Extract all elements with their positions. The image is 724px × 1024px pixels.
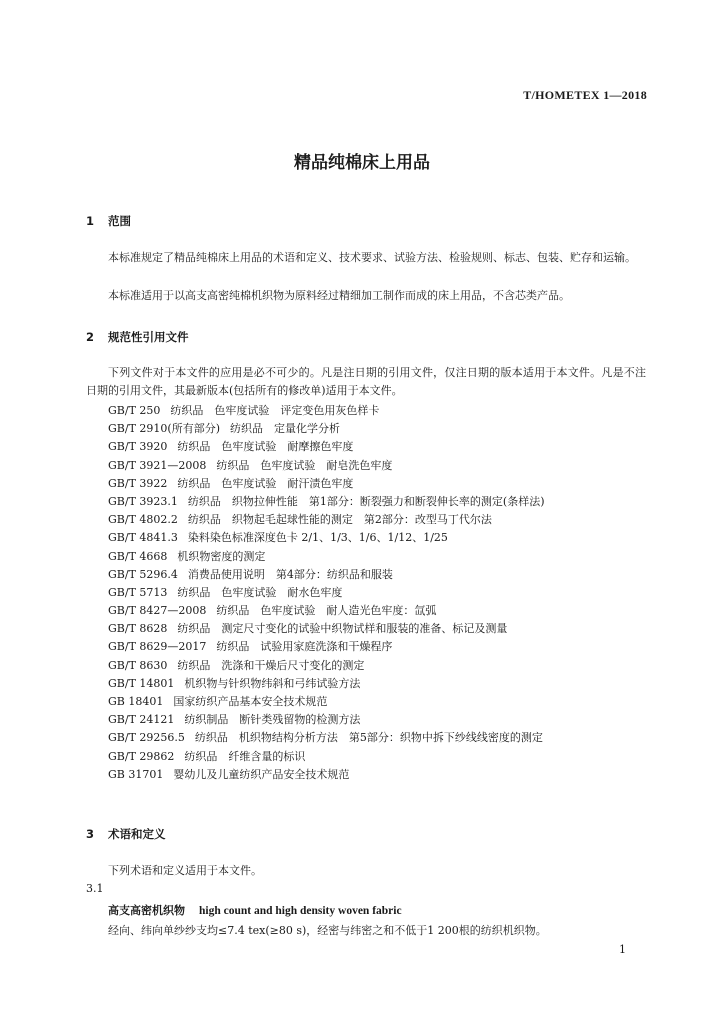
reference-item (108, 693, 545, 711)
section-3-intro: 下列术语和定义适用于本文件。 (108, 864, 262, 877)
section-3-title: 术语和定义 (108, 827, 166, 841)
reference-code: GB/T 3921—2008 (108, 458, 207, 472)
section-1-paragraph-2: 本标准适用于以高支高密纯棉机织物为原料经过精细加工制作而成的床上用品，不含芯类产品。 (108, 289, 570, 302)
reference-code: GB/T 3920 (108, 440, 168, 454)
term-definition: 经向、纬向单纱纱支均≤7.4 tex(≥80 s)，经密与纬密之和不低于1 200根的纺织机织物。 (108, 924, 547, 937)
reference-title: 纺织品 色牢度试验 评定变色用灰色样卡 (170, 404, 380, 417)
reference-item (108, 657, 545, 675)
reference-title: 机织物与针织物纬斜和弓纬试验方法 (184, 676, 361, 690)
term-chinese: 高支高密机织物 (108, 904, 185, 917)
reference-title: 纺织品 色牢度试验 耐皂洗色牢度 (216, 458, 393, 472)
reference-code: GB/T 3922 (108, 476, 168, 490)
reference-item (108, 602, 545, 620)
reference-code: GB 18401 (108, 695, 164, 708)
term-english: high count and high density woven fabric (199, 905, 402, 917)
reference-title: 纺织品 色牢度试验 耐汗渍色牢度 (177, 476, 354, 490)
reference-item (108, 475, 545, 493)
section-1-heading (86, 213, 131, 229)
reference-item (108, 420, 545, 438)
reference-title: 纺织品 色牢度试验 耐人造光色牢度：氙弧 (216, 604, 437, 618)
reference-code: GB/T 29256.5 (108, 731, 185, 745)
reference-code: GB/T 29862 (108, 749, 175, 763)
reference-code: GB/T 5713 (108, 585, 168, 599)
reference-code: GB 31701 (108, 767, 164, 781)
reference-item (108, 748, 545, 766)
reference-title: 纺织品 织物起毛起球性能的测定 第2部分：改型马丁代尔法 (187, 513, 492, 527)
reference-title: 国家纺织产品基本安全技术规范 (173, 695, 328, 708)
reference-title: 纺织品 定量化学分析 (230, 422, 340, 436)
section-2-heading (86, 329, 189, 345)
reference-code: GB/T 8629—2017 (108, 640, 207, 654)
reference-title: 纺织品 机织物结构分析方法 第5部分：织物中拆下纱线线密度的测定 (194, 731, 543, 745)
reference-title: 纺织制品 断针类残留物的检测方法 (184, 713, 361, 727)
reference-item (108, 529, 545, 547)
reference-code: GB/T 4668 (108, 549, 168, 563)
reference-item (108, 457, 545, 475)
section-1-number: 1 (86, 214, 95, 228)
reference-title: 婴幼儿及儿童纺织产品安全技术规范 (173, 767, 350, 781)
section-3-number: 3 (86, 827, 95, 841)
reference-title: 纺织品 色牢度试验 耐摩擦色牢度 (177, 440, 354, 454)
reference-title: 机织物密度的测定 (177, 549, 266, 563)
reference-code: GB/T 8630 (108, 658, 168, 672)
reference-item (108, 620, 545, 638)
reference-code: GB/T 5296.4 (108, 567, 178, 581)
section-2-number: 2 (86, 330, 95, 344)
reference-code: GB/T 24121 (108, 713, 175, 727)
reference-title: 消费品使用说明 第4部分：纺织品和服装 (187, 567, 393, 581)
term-heading (108, 902, 402, 918)
reference-title: 染料染色标准深度色卡 2/1、1/3、1/6、1/12、1/25 (187, 531, 448, 545)
normative-references-list (108, 402, 545, 784)
reference-code: GB/T 8628 (108, 622, 168, 636)
section-2-title: 规范性引用文件 (108, 330, 189, 344)
reference-item (108, 438, 545, 456)
reference-title: 纺织品 纤维含量的标识 (184, 749, 306, 763)
reference-item (108, 511, 545, 529)
section-1-paragraph-1: 本标准规定了精品纯棉床上用品的术语和定义、技术要求、试验方法、检验规则、标志、包装、贮存和运输。 (108, 251, 636, 264)
reference-item (108, 402, 545, 420)
reference-title: 纺织品 试验用家庭洗涤和干燥程序 (216, 640, 393, 654)
document-title: 精品纯棉床上用品 (294, 153, 430, 173)
reference-item (108, 548, 545, 566)
reference-item (108, 566, 545, 584)
reference-code: GB/T 14801 (108, 676, 175, 690)
reference-code: GB/T 3923.1 (108, 494, 178, 508)
reference-code: GB/T 4841.3 (108, 531, 178, 545)
section-3-heading (86, 826, 166, 842)
reference-code: GB/T 4802.2 (108, 513, 178, 527)
section-1-title: 范围 (108, 214, 131, 228)
reference-item (108, 638, 545, 656)
reference-code: GB/T 8427—2008 (108, 604, 207, 618)
page-number: 1 (619, 943, 626, 956)
reference-item (108, 729, 545, 747)
section-2-intro: 下列文件对于本文件的应用是必不可少的。凡是注日期的引用文件，仅注日期的版本适用于本文件。凡是不注日期的引用文件，其最新版本(包括所有的修改单)适用于本文件。 (86, 366, 646, 397)
reference-item (108, 493, 545, 511)
reference-title: 纺织品 洗涤和干燥后尺寸变化的测定 (177, 658, 365, 672)
reference-item (108, 711, 545, 729)
reference-code: GB/T 2910(所有部分) (108, 422, 220, 436)
reference-code: GB/T 250 (108, 404, 161, 417)
term-number: 3.1 (86, 882, 104, 895)
reference-title: 纺织品 织物拉伸性能 第1部分：断裂强力和断裂伸长率的测定(条样法) (187, 494, 545, 508)
reference-title: 纺织品 色牢度试验 耐水色牢度 (177, 585, 343, 599)
reference-item (108, 675, 545, 693)
reference-item (108, 584, 545, 602)
reference-title: 纺织品 测定尺寸变化的试验中织物试样和服装的准备、标记及测量 (177, 622, 508, 636)
reference-item (108, 766, 545, 784)
standard-code: T/HOMETEX 1—2018 (523, 88, 647, 102)
